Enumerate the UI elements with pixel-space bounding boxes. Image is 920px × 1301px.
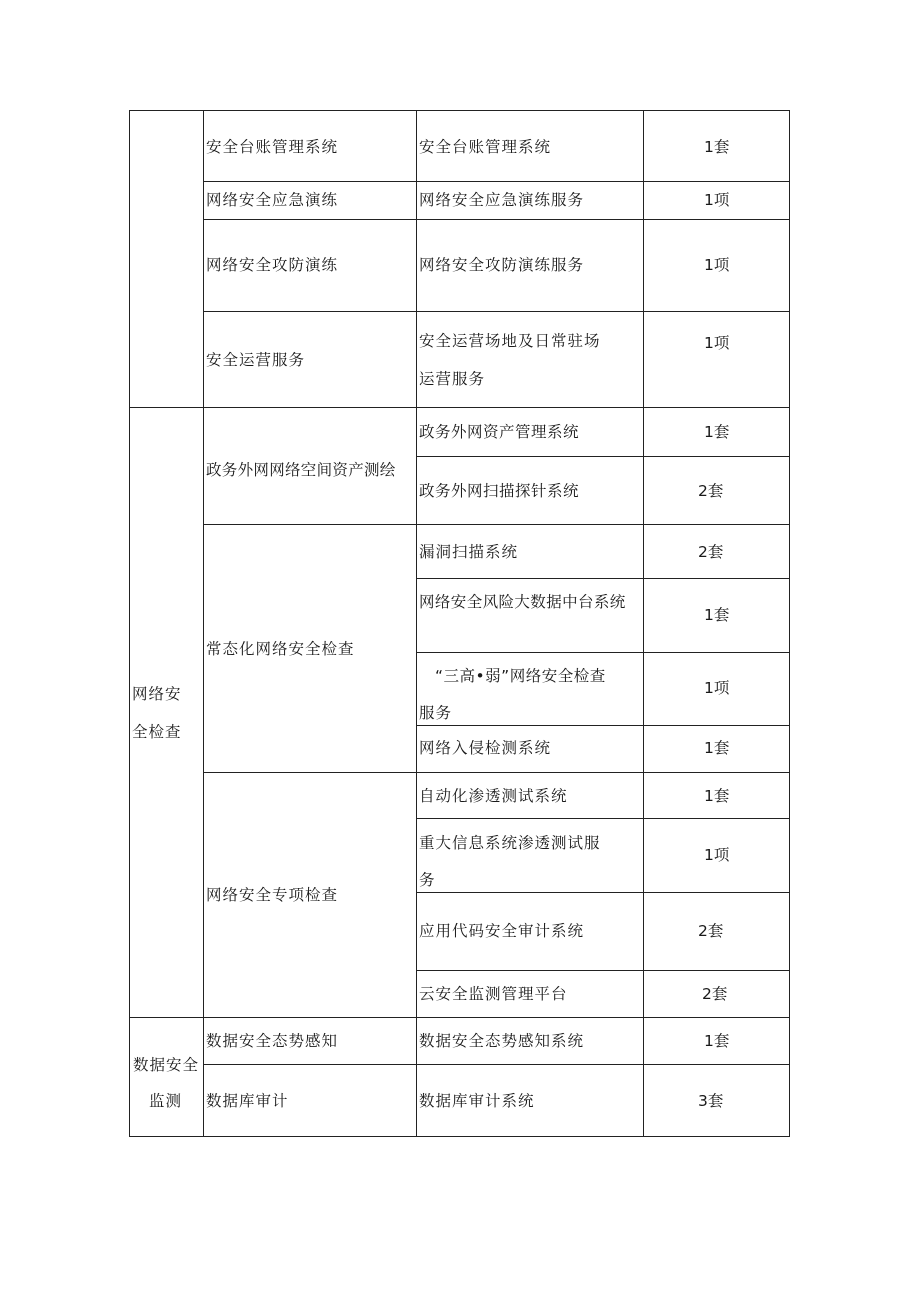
content-cell: 自动化渗透测试系统: [419, 787, 568, 805]
qty-cell: 2套: [702, 985, 728, 1003]
qty-cell: 1套: [704, 787, 730, 805]
qty-cell: 1项: [704, 256, 730, 274]
content-cell: 云安全监测管理平台: [419, 985, 568, 1003]
item-cell: 常态化网络安全检查: [206, 640, 355, 658]
category-cell: 网络安: [132, 685, 182, 703]
row-divider: [416, 818, 790, 819]
content-cell: 应用代码安全审计系统: [419, 922, 585, 940]
content-cell: 运营服务: [419, 370, 486, 388]
content-cell: 政务外网资产管理系统: [419, 423, 580, 441]
row-divider: [416, 578, 790, 579]
content-cell: 数据安全态势感知系统: [419, 1032, 585, 1050]
qty-cell: 2套: [698, 922, 724, 940]
content-cell: 漏洞扫描系统: [419, 543, 519, 561]
qty-cell: 1套: [704, 739, 730, 757]
content-cell: 服务: [419, 704, 453, 722]
qty-cell: 1项: [704, 191, 730, 209]
qty-cell: 1套: [704, 423, 730, 441]
item-cell: 网络安全专项检查: [206, 886, 339, 904]
row-divider: [416, 970, 790, 971]
table-border-left: [129, 110, 130, 1137]
row-divider: [416, 652, 790, 653]
row-divider: [203, 219, 790, 220]
row-divider: [203, 1064, 790, 1065]
row-divider: [416, 456, 790, 457]
table-border-bottom: [129, 1136, 790, 1137]
row-divider: [203, 772, 790, 773]
content-cell: 网络安全风险大数据中台系统: [419, 593, 626, 611]
item-cell: 网络安全应急演练: [206, 191, 339, 209]
table-border-right: [789, 110, 790, 1137]
category-cell: 数据安全: [133, 1056, 200, 1074]
qty-cell: 1套: [704, 606, 730, 624]
row-divider: [203, 524, 790, 525]
item-cell: 数据库审计: [206, 1092, 289, 1110]
content-cell: 务: [419, 871, 436, 889]
item-cell: 网络安全攻防演练: [206, 256, 339, 274]
category-cell: 监测: [149, 1092, 183, 1110]
content-cell: 政务外网扫描探针系统: [419, 482, 580, 500]
equipment-table: [129, 110, 790, 1137]
row-divider: [416, 892, 790, 893]
qty-cell: 3套: [698, 1092, 724, 1110]
qty-cell: 1项: [704, 679, 730, 697]
content-cell: 安全运营场地及日常驻场: [419, 332, 601, 350]
item-cell: 政务外网网络空间资产测绘: [206, 461, 396, 479]
content-cell: 数据库审计系统: [419, 1092, 535, 1110]
content-cell: 安全台账管理系统: [419, 138, 552, 156]
item-cell: 数据安全态势感知: [206, 1032, 339, 1050]
qty-cell: 1项: [704, 334, 730, 352]
row-divider: [416, 725, 790, 726]
column-divider: [416, 110, 417, 1137]
qty-cell: 1套: [704, 138, 730, 156]
row-divider: [203, 181, 790, 182]
qty-cell: 2套: [698, 543, 724, 561]
item-cell: 安全运营服务: [206, 351, 306, 369]
column-divider: [643, 110, 644, 1137]
content-cell: “三高•弱”网络安全检查: [435, 667, 606, 685]
qty-cell: 1套: [704, 1032, 730, 1050]
category-cell: 全检查: [132, 723, 182, 741]
item-cell: 安全台账管理系统: [206, 138, 339, 156]
table-border-top: [129, 110, 790, 111]
group-divider: [129, 407, 790, 408]
group-divider: [129, 1017, 790, 1018]
content-cell: 网络安全攻防演练服务: [419, 256, 585, 274]
qty-cell: 1项: [704, 846, 730, 864]
column-divider: [203, 110, 204, 1137]
content-cell: 网络安全应急演练服务: [419, 191, 585, 209]
qty-cell: 2套: [698, 482, 724, 500]
content-cell: 重大信息系统渗透测试服: [419, 834, 601, 852]
row-divider: [203, 311, 790, 312]
content-cell: 网络入侵检测系统: [419, 739, 552, 757]
